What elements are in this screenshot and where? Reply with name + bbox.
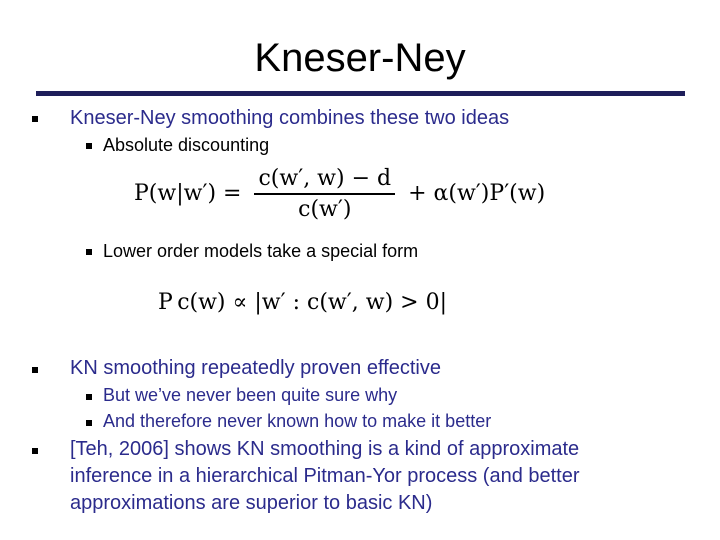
bullet-3-line-1: [Teh, 2006] shows KN smoothing is a kind of approximate — [70, 438, 580, 460]
slide-title: Kneser-Ney — [254, 36, 466, 80]
bullet-square-icon — [86, 394, 92, 400]
formula-1-fraction — [254, 166, 395, 222]
bullet-square-icon — [32, 367, 38, 373]
bullet-3-line-2: inference in a hierarchical Pitman-Yor process (and better — [70, 465, 580, 487]
bullet-square-icon — [86, 143, 92, 149]
formula-absolute-discounting — [134, 166, 545, 222]
formula-1-denominator: c(w′) — [298, 197, 352, 222]
title-underline — [36, 91, 685, 96]
bullet-2-sub-2-text: And therefore never known how to make it better — [103, 411, 492, 431]
formula-lower-order: P c(w) ∝ |w′ : c(w′, w) > 0| — [158, 290, 447, 315]
bullet-2-text: KN smoothing repeatedly proven effective — [70, 357, 441, 379]
bullet-3-line-3: approximations are superior to basic KN) — [70, 492, 433, 514]
bullet-square-icon — [32, 448, 38, 454]
bullet-square-icon — [86, 249, 92, 255]
formula-1-rhs: + α(w′)P′(w) — [408, 181, 546, 206]
formula-1-numerator: c(w′, w) − d — [254, 166, 395, 195]
bullet-square-icon — [32, 116, 38, 122]
bullet-2-sub-1-text: But we’ve never been quite sure why — [103, 385, 398, 405]
bullet-3-paragraph — [70, 436, 580, 517]
bullet-1-text: Kneser-Ney smoothing combines these two ideas — [70, 107, 510, 129]
bullet-square-icon — [86, 420, 92, 426]
bullet-1-sub-2-text: Lower order models take a special form — [103, 241, 419, 261]
formula-1-lhs: P(w|w′) = — [134, 181, 242, 206]
bullet-1-sub-1-text: Absolute discounting — [103, 135, 270, 155]
